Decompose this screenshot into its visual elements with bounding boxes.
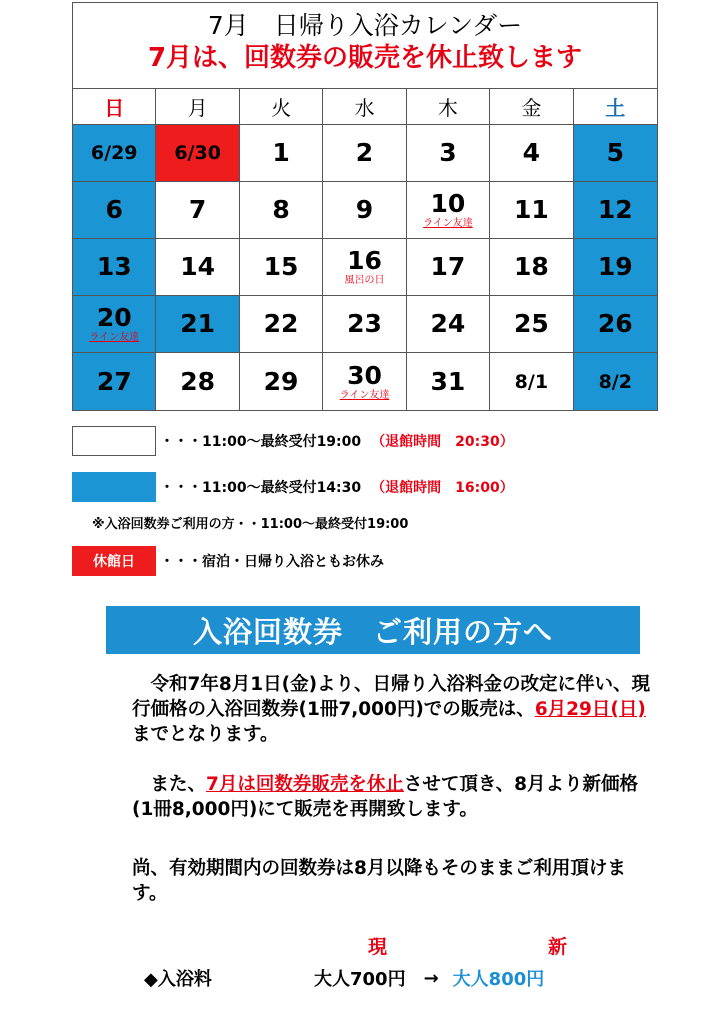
p1-text-a: 令和7年8月1日(金)より、日帰り入浴料金の改定に伴い、現行価格の入浴回数券(1冊7,000円)での販売は、 [132, 674, 651, 720]
day-cell [73, 353, 156, 410]
day-number: 6/29 [90, 142, 138, 164]
day-cell [407, 182, 490, 239]
legend-blue [72, 472, 514, 502]
day-cell [574, 125, 657, 182]
day-cell [73, 182, 156, 239]
notice-paragraph-1 [132, 672, 652, 747]
day-number: 3 [439, 138, 457, 167]
legend-closed [72, 546, 384, 576]
day-cell [156, 296, 239, 353]
day-number: 9 [355, 195, 374, 224]
day-note: ライン友達 [423, 218, 473, 229]
day-note: 風呂の日 [344, 275, 385, 286]
day-number: 23 [347, 309, 382, 338]
ticket-banner: 入浴回数券 ご利用の方へ [106, 606, 640, 654]
day-cell [490, 182, 573, 239]
calendar-grid [73, 89, 657, 410]
day-cell [156, 353, 239, 410]
day-cell [323, 353, 406, 410]
day-cell [574, 239, 657, 296]
legend-blue-close: （退館時間 16:00） [371, 480, 514, 496]
day-cell [574, 182, 657, 239]
day-cell-closed [156, 125, 239, 182]
calendar [72, 2, 658, 411]
weekday-tue: 火 [240, 89, 323, 125]
day-note: ライン友達 [89, 332, 140, 343]
legend-blue-text: ・・・11:00～最終受付14:30 [160, 480, 362, 496]
day-cell [73, 125, 156, 182]
legend-swatch-blue [72, 472, 156, 502]
calendar-notice: 7月は、回数券の販売を休止致します [147, 43, 583, 73]
price-new: 大人800円 [452, 969, 545, 990]
day-number: 6 [105, 195, 123, 224]
legend-white-text: ・・・11:00～最終受付19:00 [160, 434, 362, 450]
day-number: 8/1 [514, 370, 549, 393]
day-cell [73, 296, 156, 353]
weekday-fri: 金 [490, 89, 573, 125]
day-cell [156, 182, 239, 239]
legend-white-close: （退館時間 20:30） [371, 434, 514, 450]
day-cell [240, 182, 323, 239]
day-number: 27 [96, 366, 132, 396]
day-number: 8 [272, 195, 290, 224]
notice-paragraph-2 [132, 772, 652, 822]
day-number: 19 [597, 252, 633, 281]
day-number: 13 [96, 252, 132, 281]
day-number: 17 [430, 252, 466, 281]
p2-suspend: 7月は回数券販売を休止 [206, 774, 404, 795]
weekday-sun: 日 [73, 89, 156, 125]
p1-date: 6月29日(日) [534, 699, 646, 720]
day-number: 18 [513, 252, 549, 281]
calendar-title: 7月 日帰り入浴カレンダー [207, 11, 523, 40]
day-cell [490, 296, 573, 353]
day-number: 26 [597, 309, 633, 338]
ticket-hours-note: ※入浴回数券ご利用の方・・11:00～最終受付19:00 [92, 517, 409, 532]
day-cell [323, 125, 406, 182]
price-new-label: 新 [548, 936, 568, 958]
day-number: 31 [430, 366, 466, 396]
day-cell [323, 239, 406, 296]
weekday-thu: 木 [407, 89, 490, 125]
weekday-sat: 土 [574, 89, 657, 125]
notice-paragraph-3 [132, 856, 652, 906]
price-current: 大人700円 [314, 969, 406, 990]
legend-closed-text: ・・・宿泊・日帰り入浴ともお休み [160, 554, 384, 570]
day-cell [323, 182, 406, 239]
day-cell [240, 296, 323, 353]
day-cell [73, 239, 156, 296]
arrow-icon: → [423, 967, 439, 989]
day-number: 12 [597, 195, 633, 224]
day-number: 15 [263, 252, 299, 281]
day-cell [240, 353, 323, 410]
day-number: 1 [272, 138, 290, 167]
day-cell [407, 353, 490, 410]
day-cell [156, 239, 239, 296]
day-number: 5 [606, 138, 624, 167]
day-cell [490, 125, 573, 182]
day-number: 29 [263, 366, 299, 396]
weekday-wed: 水 [323, 89, 406, 125]
p1-text-b: までとなります。 [132, 724, 279, 745]
price-row [144, 965, 544, 991]
day-note: ライン友達 [339, 389, 390, 401]
day-cell [574, 296, 657, 353]
day-cell [323, 296, 406, 353]
weekday-mon: 月 [156, 89, 239, 125]
day-cell [407, 296, 490, 353]
price-current-label: 現 [368, 936, 388, 958]
day-number: 10 [430, 189, 466, 218]
day-number: 2 [355, 138, 374, 167]
legend-white [72, 426, 514, 456]
day-cell [407, 125, 490, 182]
day-number: 7 [188, 195, 207, 224]
day-number: 28 [180, 366, 216, 396]
day-number: 4 [522, 138, 541, 167]
calendar-header [73, 3, 657, 89]
day-number: 8/2 [598, 370, 632, 393]
legend-swatch-white [72, 426, 156, 456]
legend-swatch-closed: 休館日 [72, 546, 156, 576]
day-number: 25 [513, 309, 549, 338]
day-cell [574, 353, 657, 410]
day-number: 11 [513, 195, 549, 224]
day-cell [240, 239, 323, 296]
p3-text: 尚、有効期間内の回数券は8月以降もそのままご利用頂けます。 [132, 858, 626, 904]
day-number: 16 [347, 246, 382, 275]
day-number: 14 [180, 252, 216, 281]
p2-text-a: また、 [150, 774, 207, 795]
day-cell [240, 125, 323, 182]
p2-text-b: させて頂き、8月より新価格(1冊8,000円)にて販売を再開致します。 [132, 774, 639, 820]
day-cell [407, 239, 490, 296]
price-item: ◆入浴料 [144, 969, 212, 990]
day-cell [490, 239, 573, 296]
day-number: 6/30 [174, 142, 221, 164]
day-number: 22 [263, 309, 299, 338]
day-number: 20 [96, 303, 132, 332]
day-number: 21 [180, 309, 216, 338]
day-number: 24 [430, 309, 466, 338]
day-cell [490, 353, 573, 410]
day-number: 30 [347, 360, 382, 390]
